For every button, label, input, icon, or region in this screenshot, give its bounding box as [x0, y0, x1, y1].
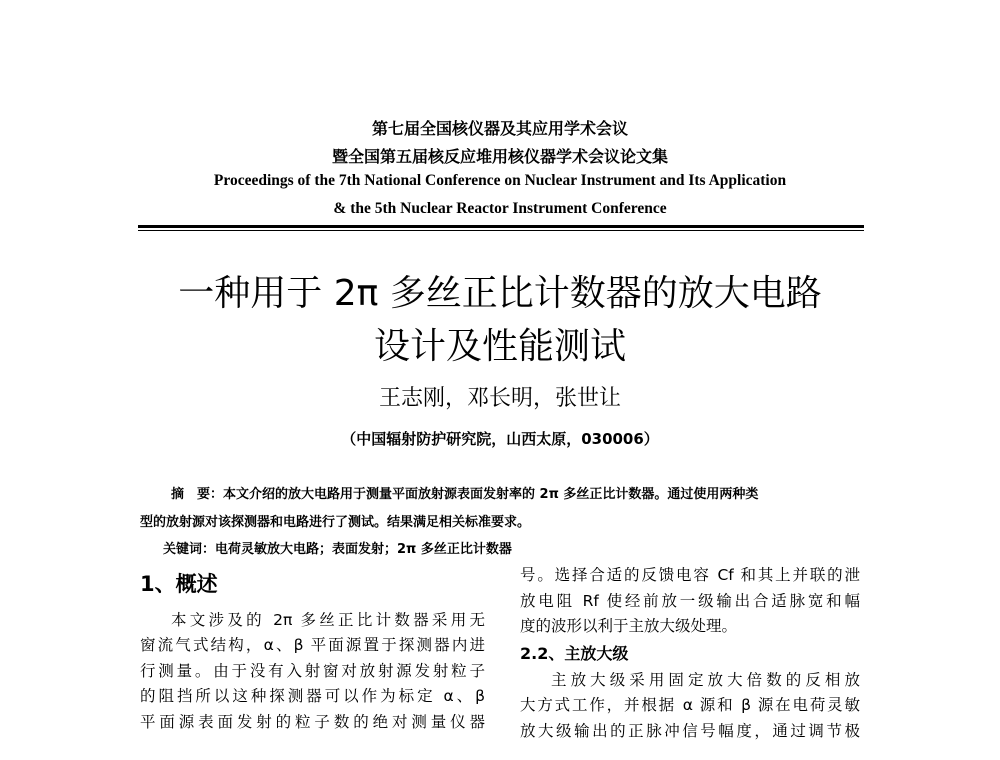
section-heading-overview: 1、概述 — [140, 572, 218, 596]
header-rule-thick — [138, 225, 864, 228]
left-column — [140, 572, 485, 735]
abstract-line-1: 摘 要：本文介绍的放大电路用于测量平面放射源表面发射率的 2π 多丝正比计数器。通过使用两种类 — [171, 487, 759, 502]
paper-title-line-2: 设计及性能测试 — [373, 326, 626, 367]
right-text-line: 度的波形以利于主放大级处理。 — [520, 617, 738, 635]
authors: 王志刚，邓长明，张世让 — [378, 386, 621, 411]
right-column — [520, 563, 860, 744]
left-text-line: 行测量。由于没有入射窗对放射源发射粒子 — [140, 661, 485, 680]
proceedings-title-en-2: & the 5th Nuclear Reactor Instrument Conference — [333, 200, 667, 217]
left-text-line: 窗流气式结构，α、β 平面源置于探测器内进 — [140, 636, 485, 654]
proceedings-title-en-1: Proceedings of the 7th National Conference on Nuclear Instrument and Its Application — [213, 172, 787, 189]
right-text-line: 主放大级采用固定放大倍数的反相放 — [551, 670, 860, 689]
right-text-line: 号。选择合适的反馈电容 Cf 和其上并联的泄 — [520, 566, 860, 584]
header-rule-thin — [138, 230, 864, 231]
right-text-line: 放大级输出的正脉冲信号幅度，通过调节极 — [520, 721, 860, 740]
keywords: 关键词：电荷灵敏放大电路；表面发射；2π 多丝正比计数器 — [163, 542, 512, 557]
left-text-line: 本文涉及的 2π 多丝正比计数器采用无 — [171, 610, 485, 629]
left-text-line: 平面源表面发射的粒子数的绝对测量仪器 — [140, 712, 485, 731]
left-text-line: 的阻挡所以这种探测器可以作为标定 α、β — [140, 687, 485, 705]
abstract-line-2: 型的放射源对该探测器和电路进行了测试。结果满足相关标准要求。 — [140, 515, 531, 530]
paper-title-line-1: 一种用于 2π 多丝正比计数器的放大电路 — [178, 273, 822, 314]
proceedings-title-cn-1: 第七届全国核仪器及其应用学术会议 — [371, 119, 628, 138]
right-text-line: 大方式工作，并根据 α 源和 β 源在电荷灵敏 — [520, 696, 860, 714]
proceedings-title-cn-2: 暨全国第五届核反应堆用核仪器学术会议论文集 — [331, 147, 668, 166]
subsection-heading-main-amplifier: 2.2、主放大级 — [520, 643, 629, 663]
affiliation: （中国辐射防护研究院，山西太原，030006） — [341, 430, 659, 448]
right-text-line: 放电阻 Rf 使经前放一级输出合适脉宽和幅 — [520, 591, 860, 610]
